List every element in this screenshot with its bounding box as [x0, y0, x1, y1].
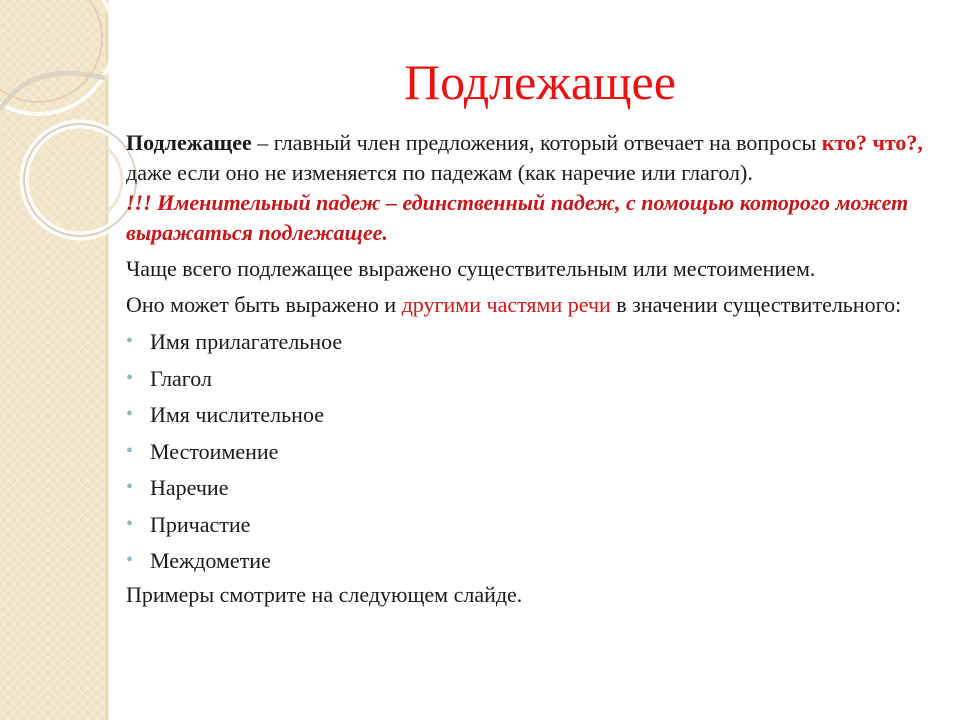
- nominative-case-note: !!! Именительный падеж – единственный падеж, с помощью которого может выражаться подлежащее.: [126, 190, 909, 245]
- other-before: Оно может быть выражено и: [126, 292, 402, 317]
- list-item-label: Причастие: [150, 511, 251, 537]
- slide-title: Подлежащее: [404, 54, 676, 110]
- list-item: [126, 397, 936, 434]
- list-item-label: Глагол: [150, 365, 212, 391]
- decorative-rings: [0, 0, 140, 260]
- bullet-icon: •: [126, 403, 134, 425]
- list-item: [126, 543, 936, 580]
- list-item-label: Имя прилагательное: [150, 329, 343, 354]
- definition-paragraph: [126, 128, 936, 188]
- bullet-icon: •: [126, 366, 134, 389]
- definition-questions: кто? что?,: [821, 130, 923, 155]
- list-item-label: Местоимение: [150, 438, 279, 464]
- bullet-icon: •: [126, 512, 134, 535]
- usually-paragraph: Чаще всего подлежащее выражено существительным или местоимением.: [126, 256, 816, 281]
- parts-of-speech-list: [126, 324, 936, 580]
- bullet-icon: •: [126, 330, 134, 352]
- bullet-icon: •: [126, 439, 134, 462]
- slide-content: [126, 128, 936, 610]
- list-item: [126, 470, 936, 507]
- bullet-icon: •: [126, 476, 134, 498]
- list-item: [126, 361, 936, 398]
- bullet-icon: •: [126, 549, 134, 571]
- definition-text-1: – главный член предложения, который отвечает на вопросы: [251, 130, 822, 155]
- list-item: [126, 324, 936, 361]
- list-item: [126, 507, 936, 544]
- list-item-label: Междометие: [150, 548, 271, 573]
- definition-text-2: даже если оно не изменяется по падежам (как наречие или глагол).: [126, 160, 753, 185]
- list-item-label: Имя числительное: [150, 402, 324, 427]
- other-highlight: другими частями речи: [401, 292, 611, 317]
- other-after: в значении существительного:: [610, 292, 902, 317]
- other-parts-paragraph: [126, 290, 936, 320]
- footer-paragraph: Примеры смотрите на следующем слайде.: [126, 581, 523, 607]
- list-item-label: Наречие: [150, 475, 229, 500]
- definition-term: Подлежащее: [126, 130, 252, 155]
- list-item: [126, 434, 936, 471]
